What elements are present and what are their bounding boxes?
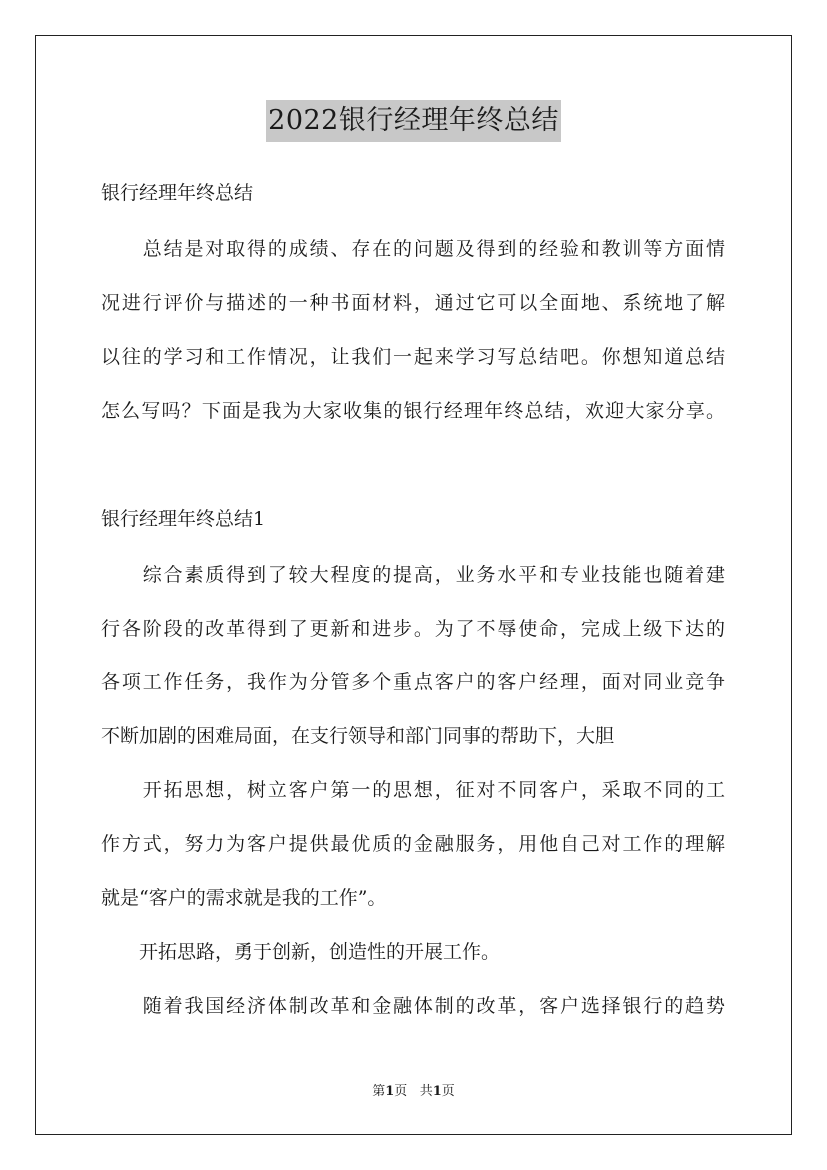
page-prefix: 第 — [372, 1084, 386, 1099]
paragraph-line: 况进行评价与描述的一种书面材料，通过它可以全面地、系统地了解 — [101, 292, 725, 314]
paragraph-line: 不断加剧的困难局面，在支行领导和部门同事的帮助下，大胆 — [101, 725, 615, 747]
paragraph-line: 怎么写吗？下面是我为大家收集的银行经理年终总结，欢迎大家分享。 — [101, 400, 725, 422]
paragraph-line: 随着我国经济体制改革和金融体制的改革，客户选择银行的趋势 — [101, 995, 725, 1017]
paragraph-line: 综合素质得到了较大程度的提高，业务水平和专业技能也随着建 — [101, 564, 725, 586]
paragraph-line: 行各阶段的改革得到了更新和进步。为了不辱使命，完成上级下达的 — [101, 618, 725, 640]
document-title: 2022银行经理年终总结 — [266, 100, 561, 142]
title-container — [0, 100, 827, 142]
paragraph-line: 各项工作任务，我作为分管多个重点客户的客户经理，面对同业竞争 — [101, 671, 725, 693]
paragraph-line: 开拓思路，勇于创新，创造性的开展工作。 — [101, 941, 501, 963]
section-heading: 银行经理年终总结1 — [101, 508, 266, 530]
paragraph-line: 作方式，努力为客户提供最优质的金融服务，用他自己对工作的理解 — [101, 833, 725, 855]
page-footer — [0, 1083, 827, 1101]
section-heading: 银行经理年终总结 — [101, 182, 254, 204]
paragraph-line: 总结是对取得的成绩、存在的问题及得到的经验和教训等方面情 — [101, 238, 725, 260]
total-suffix: 页 — [441, 1084, 455, 1099]
page-suffix: 页 — [394, 1084, 408, 1099]
paragraph-line: 以往的学习和工作情况，让我们一起来学习写总结吧。你想知道总结 — [101, 346, 725, 368]
total-prefix: 共 — [419, 1084, 433, 1099]
page-number: 1 — [385, 1084, 395, 1099]
paragraph-line: 就是“客户的需求就是我的工作”。 — [101, 887, 387, 909]
total-number: 1 — [432, 1084, 442, 1099]
paragraph-line: 开拓思想，树立客户第一的思想，征对不同客户，采取不同的工 — [101, 779, 725, 801]
